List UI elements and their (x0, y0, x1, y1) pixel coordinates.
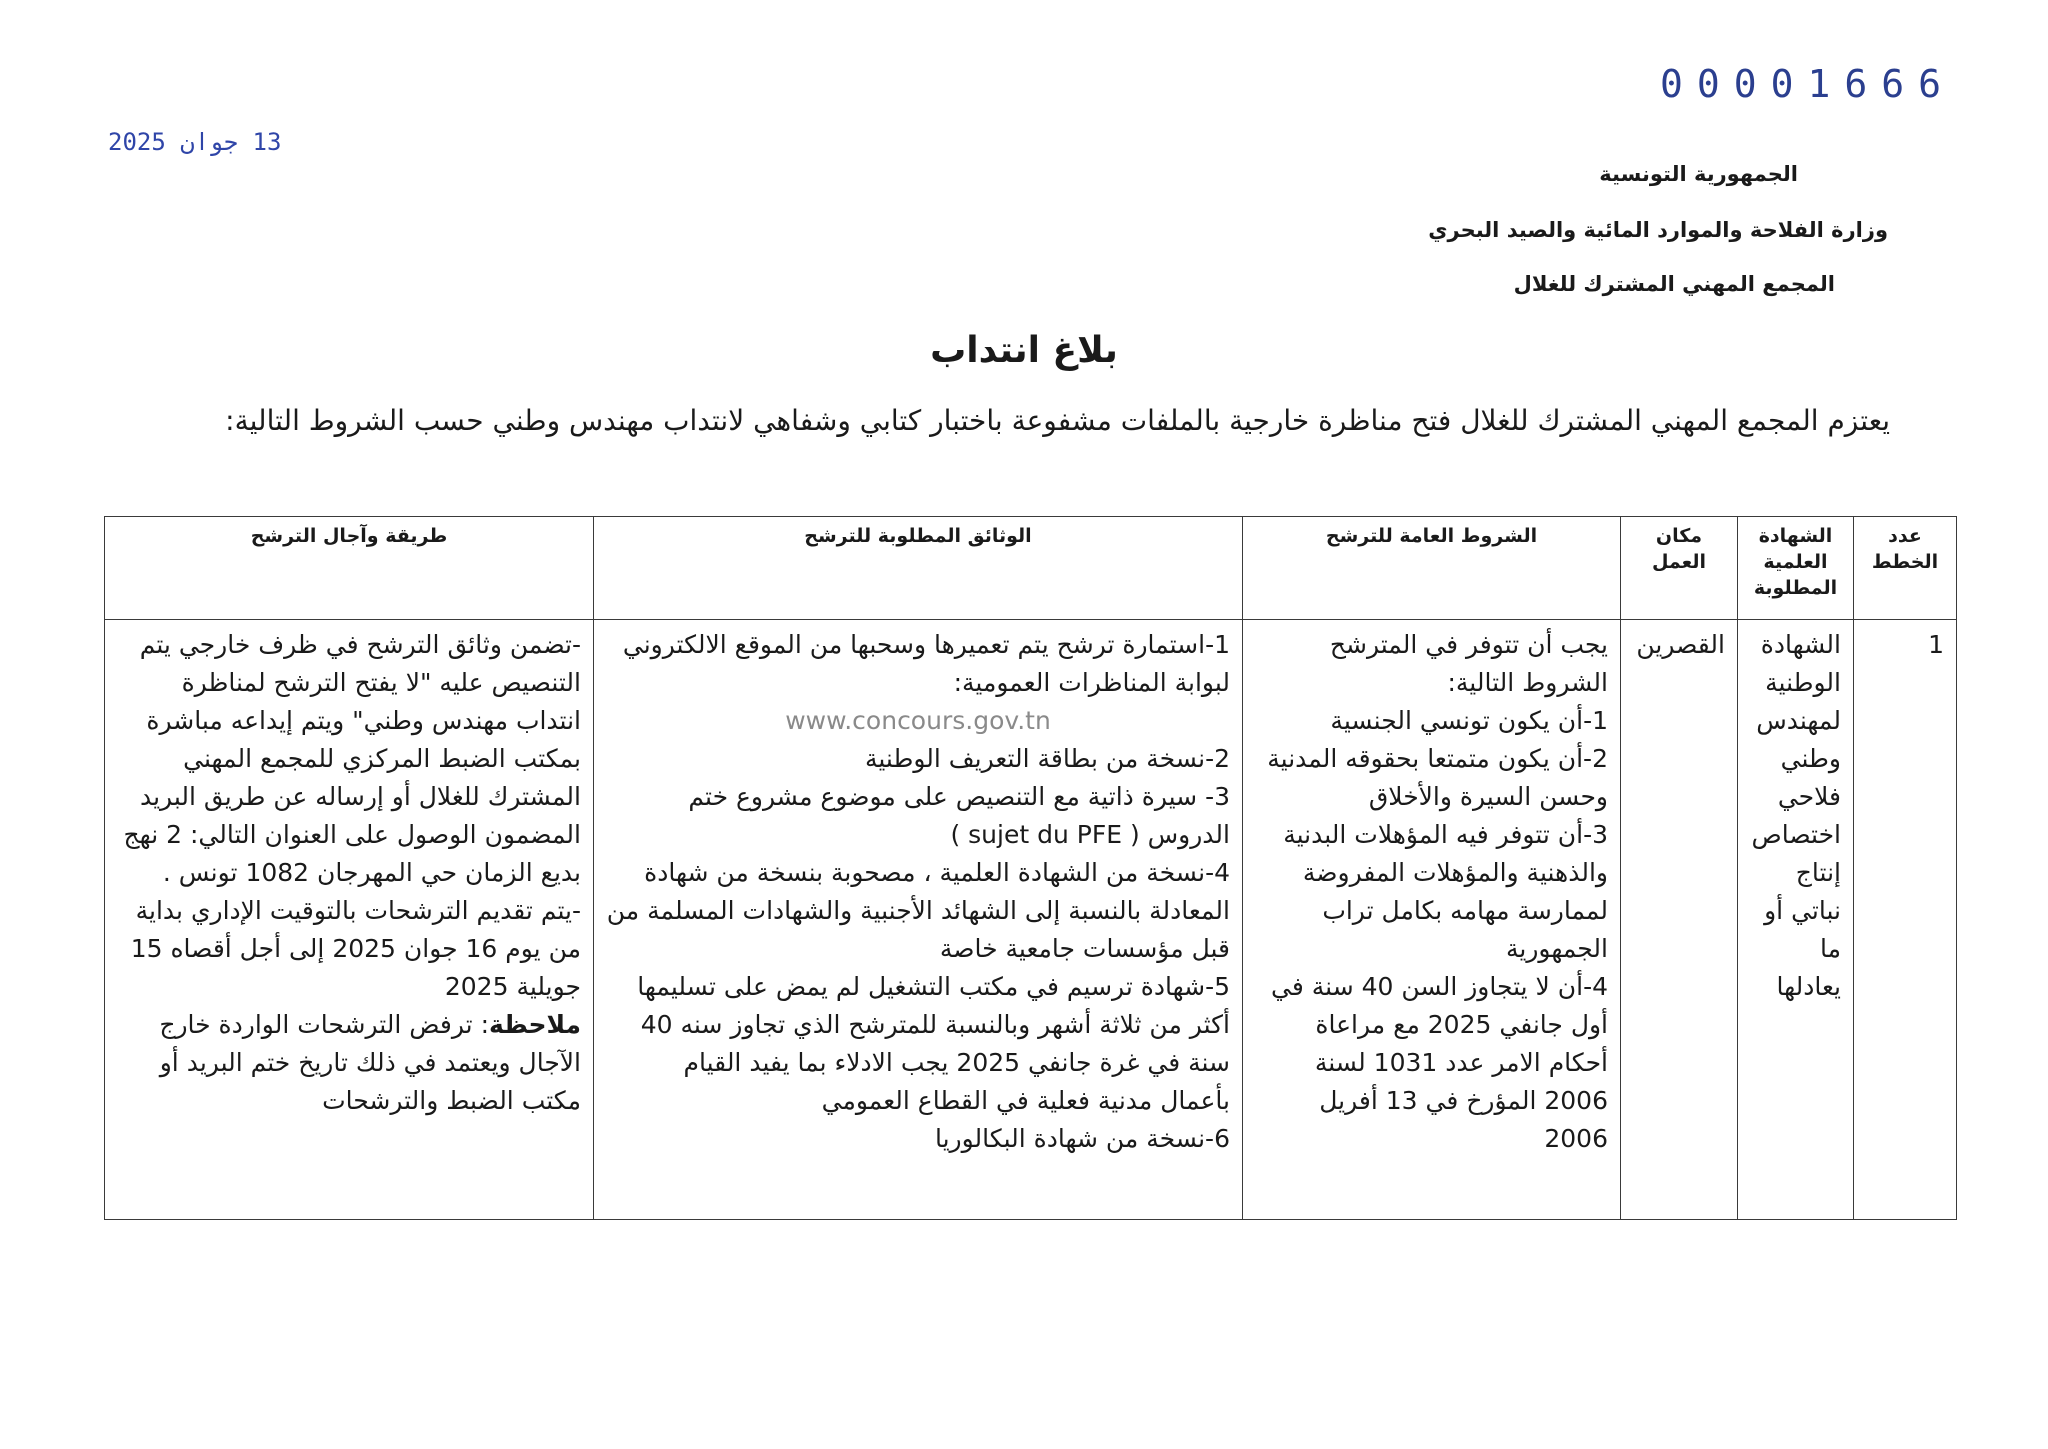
ministry-heading: وزارة الفلاحة والموارد المائية والصيد البحري (1428, 218, 1888, 242)
condition-item: 3-أن تتوفر فيه المؤهلات البدنية والذهنية والمؤهلات المفروضة لممارسة مهامه بكامل تراب الجمهورية (1283, 820, 1608, 963)
note-label: ملاحظة (489, 1010, 581, 1039)
document-item: 5-شهادة ترسيم في مكتب التشغيل لم يمض على تسليمها أكثر من ثلاثة أشهر وبالنسبة للمترشح الذي تجاوز سنه 40 سنة في غرة جانفي 2025 يجب الادلاء بما يفيد القيام بأعمال مدنية فعلية في القطاع العمومي (637, 972, 1230, 1115)
document-item: 3- سيرة ذاتية مع التنصيص على موضوع مشروع ختم الدروس ( sujet du PFE ) (688, 782, 1230, 849)
table-header-row (105, 517, 1957, 620)
recruitment-table (104, 516, 1957, 1220)
cell-count: 1 (1854, 620, 1957, 1220)
header-location: مكان العمل (1621, 517, 1738, 620)
date-stamp: 13 جوان 2025 (108, 128, 282, 156)
document-item: 4-نسخة من الشهادة العلمية ، مصحوبة بنسخة من شهادة المعادلة بالنسبة إلى الشهائد الأجنبية والشهادات المسلمة من قبل مؤسسات جامعية خاصة (606, 858, 1230, 963)
cell-method (105, 620, 594, 1220)
header-documents: الوثائق المطلوبة للترشح (594, 517, 1243, 620)
cell-documents (594, 620, 1243, 1220)
method-paragraph: -تضمن وثائق الترشح في ظرف خارجي يتم التنصيص عليه "لا يفتح الترشح لمناظرة انتداب مهندس وطني" ويتم إيداعه مباشرة بمكتب الضبط المركزي للمجمع المهني المشترك للغلال أو إرساله عن طريق البريد المضمون الوصول على العنوان التالي: 2 نهج بديع الزمان حي المهرجان 1082 تونس . (123, 630, 581, 887)
document-item: 6-نسخة من شهادة البكالوريا (934, 1124, 1230, 1153)
serial-number: 00001666 (1660, 62, 1956, 106)
concours-link[interactable]: www.concours.gov.tn (785, 706, 1051, 735)
cell-location: القصرين (1621, 620, 1738, 1220)
method-note (117, 1006, 581, 1120)
document-item: 2-نسخة من بطاقة التعريف الوطنية (864, 744, 1230, 773)
conditions-intro: يجب أن تتوفر في المترشح الشروط التالية: (1329, 630, 1608, 697)
institution-heading: المجمع المهني المشترك للغلال (1513, 272, 1835, 296)
header-method: طريقة وآجال الترشح (105, 517, 594, 620)
condition-item: 4-أن لا يتجاوز السن 40 سنة في أول جانفي 2025 مع مراعاة أحكام الامر عدد 1031 لسنة 2006 المؤرخ في 13 أفريل 2006 (1271, 972, 1608, 1153)
cell-degree: الشهادة الوطنية لمهندس وطني فلاحي اختصاص إنتاج نباتي أو ما يعادلها (1738, 620, 1854, 1220)
condition-item: 1-أن يكون تونسي الجنسية (1330, 706, 1608, 735)
header-conditions: الشروط العامة للترشح (1243, 517, 1621, 620)
cell-conditions (1243, 620, 1621, 1220)
header-degree: الشهادة العلمية المطلوبة (1738, 517, 1854, 620)
intro-paragraph: يعتزم المجمع المهني المشترك للغلال فتح مناظرة خارجية بالملفات مشفوعة باختبار كتابي وشفاهي لانتداب مهندس وطني حسب الشروط التالية: (225, 404, 1890, 437)
note-text: : ترفض الترشحات الواردة خارج الآجال ويعتمد في ذلك تاريخ ختم البريد أو مكتب الضبط والترشحات (159, 1010, 581, 1115)
page-title: بلاغ انتداب (930, 330, 1118, 371)
header-count: عدد الخطط (1854, 517, 1957, 620)
document-item: 1-استمارة ترشح يتم تعميرها وسحبها من الموقع الالكتروني لبوابة المناظرات العمومية: (622, 630, 1230, 697)
table-row (105, 620, 1957, 1220)
method-paragraph: -يتم تقديم الترشحات بالتوقيت الإداري بداية من يوم 16 جوان 2025 إلى أجل أقصاه 15 جويلية 2025 (130, 896, 581, 1001)
condition-item: 2-أن يكون متمتعا بحقوقه المدنية وحسن السيرة والأخلاق (1267, 744, 1608, 811)
republic-heading: الجمهورية التونسية (1599, 162, 1798, 186)
